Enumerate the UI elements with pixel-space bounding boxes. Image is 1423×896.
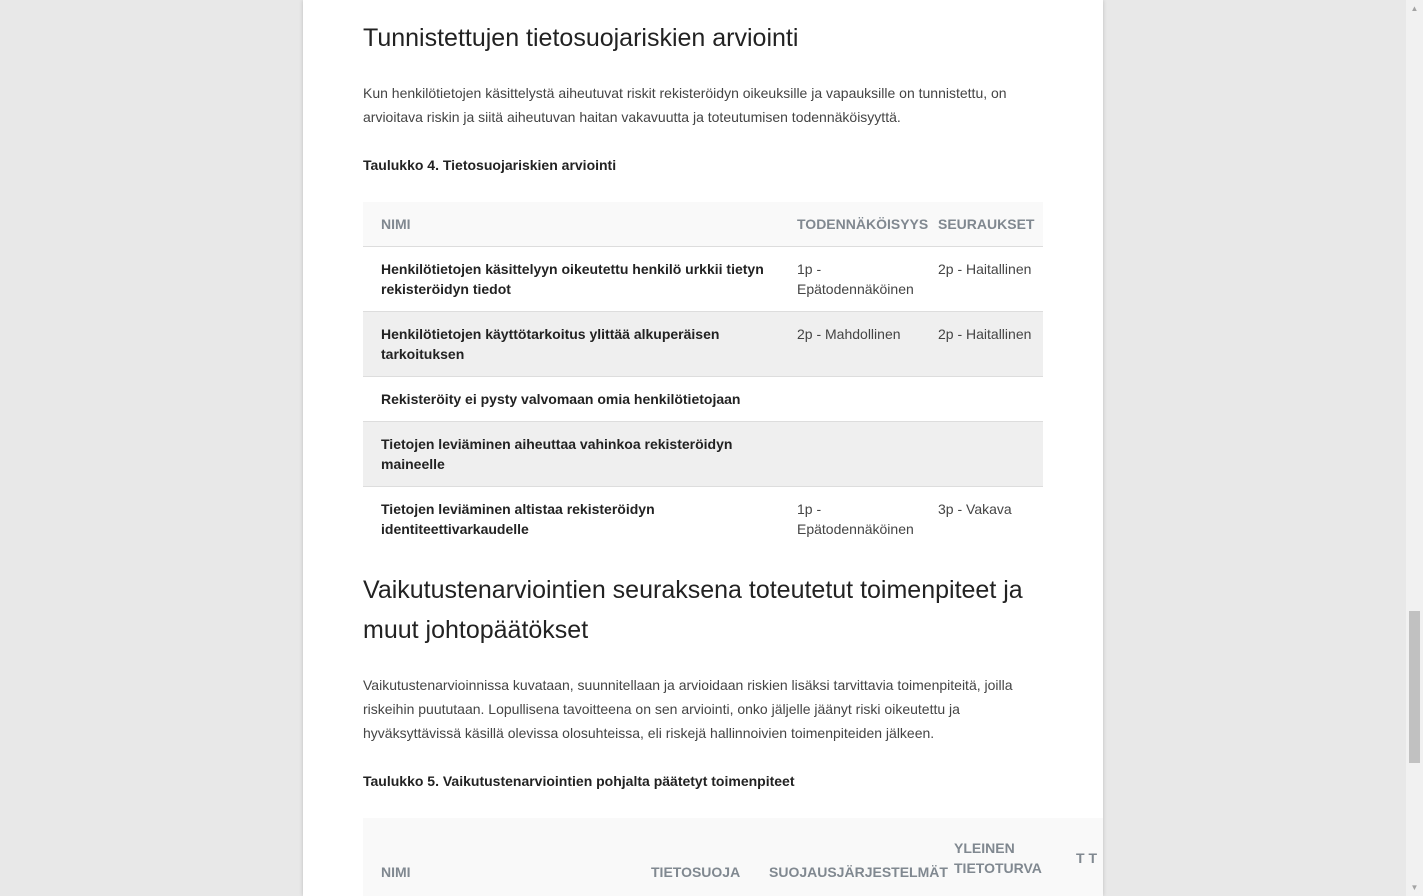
section-paragraph-measures: Vaikutustenarvioinnissa kuvataan, suunnitellaan ja arvioidaan riskien lisäksi tarvittavia toimenpiteitä, joilla riskeihin puututaan. Lopullisena tavoitteena on sen arviointi, onko jäljelle jäänyt riski oikeutettu ja hyväksyttävissä käsillä olevissa olosuhteissa, eli riskejä hallinnoivien toimenpiteiden jälkeen.	[363, 677, 1013, 741]
table-row	[363, 487, 1043, 552]
table-header-row	[363, 202, 1043, 247]
table-header-row	[363, 818, 1103, 896]
column-header-name: NIMI	[363, 818, 633, 896]
column-header-general-security: YLEINEN TIETOTURVA	[954, 818, 1076, 896]
risk-probability: 1p - Epätodennäköinen	[779, 247, 920, 312]
risk-name: Henkilötietojen käyttötarkoitus ylittää alkuperäisen tarkoituksen	[363, 312, 779, 377]
column-header-name: NIMI	[363, 202, 779, 247]
risk-consequence	[920, 377, 1043, 422]
risk-probability: 2p - Mahdollinen	[779, 312, 920, 377]
risk-name: Rekisteröity ei pysty valvomaan omia henkilötietojaan	[363, 377, 779, 422]
section-heading-measures: Vaikutustenarviointien seuraksena toteutetut toimenpiteet ja muut johtopäätökset	[363, 576, 1023, 644]
section-paragraph-risk-assessment: Kun henkilötietojen käsittelystä aiheutuvat riskit rekisteröidyn oikeuksille ja vapauksille on tunnistettu, on arvioitava riskin ja siitä aiheutuvan haitan vakavuutta ja toteutumisen todennäköisyyttä.	[363, 85, 1007, 125]
section-heading-risk-assessment: Tunnistettujen tietosuojariskien arviointi	[363, 24, 799, 52]
risk-name: Tietojen leviäminen aiheuttaa vahinkoa rekisteröidyn maineelle	[363, 422, 779, 487]
column-header-truncated: T T	[1076, 818, 1103, 896]
scroll-up-arrow-icon[interactable]: ▲	[1410, 4, 1419, 13]
measures-table	[363, 818, 1103, 896]
risk-consequence: 3p - Vakava	[938, 501, 1012, 517]
table-row	[363, 312, 1043, 377]
risk-consequence: 2p - Haitallinen	[920, 247, 1043, 312]
column-header-protection-systems: SUOJAUSJÄRJESTELMÄT	[769, 818, 954, 896]
document-page	[303, 0, 1103, 896]
risk-consequence: 2p - Haitallinen	[920, 312, 1043, 377]
risk-name: Tietojen leviäminen altistaa rekisteröidyn identiteettivarkaudelle	[381, 501, 655, 537]
scroll-down-arrow-icon[interactable]: ▼	[1410, 883, 1419, 892]
table-caption-5: Taulukko 5. Vaikutustenarviointien pohjalta päätetyt toimenpiteet	[363, 773, 795, 789]
column-header-consequences: SEURAUKSET	[920, 202, 1043, 247]
table-row	[363, 422, 1043, 487]
risk-probability	[779, 422, 920, 487]
column-header-probability: TODENNÄKÖISYYS	[779, 202, 920, 247]
table-row	[363, 247, 1043, 312]
table-caption-4: Taulukko 4. Tietosuojariskien arviointi	[363, 157, 617, 173]
risk-probability	[779, 377, 920, 422]
risk-probability: 1p - Epätodennäköinen	[797, 501, 914, 537]
vertical-scrollbar[interactable]	[1406, 0, 1423, 896]
table-row	[363, 377, 1043, 422]
risk-assessment-table	[363, 202, 1043, 551]
risk-consequence	[920, 422, 1043, 487]
risk-name: Henkilötietojen käsittelyyn oikeutettu henkilö urkkii tietyn rekisteröidyn tiedot	[363, 247, 779, 312]
column-header-privacy: TIETOSUOJA	[633, 818, 769, 896]
scrollbar-thumb[interactable]	[1409, 611, 1420, 763]
